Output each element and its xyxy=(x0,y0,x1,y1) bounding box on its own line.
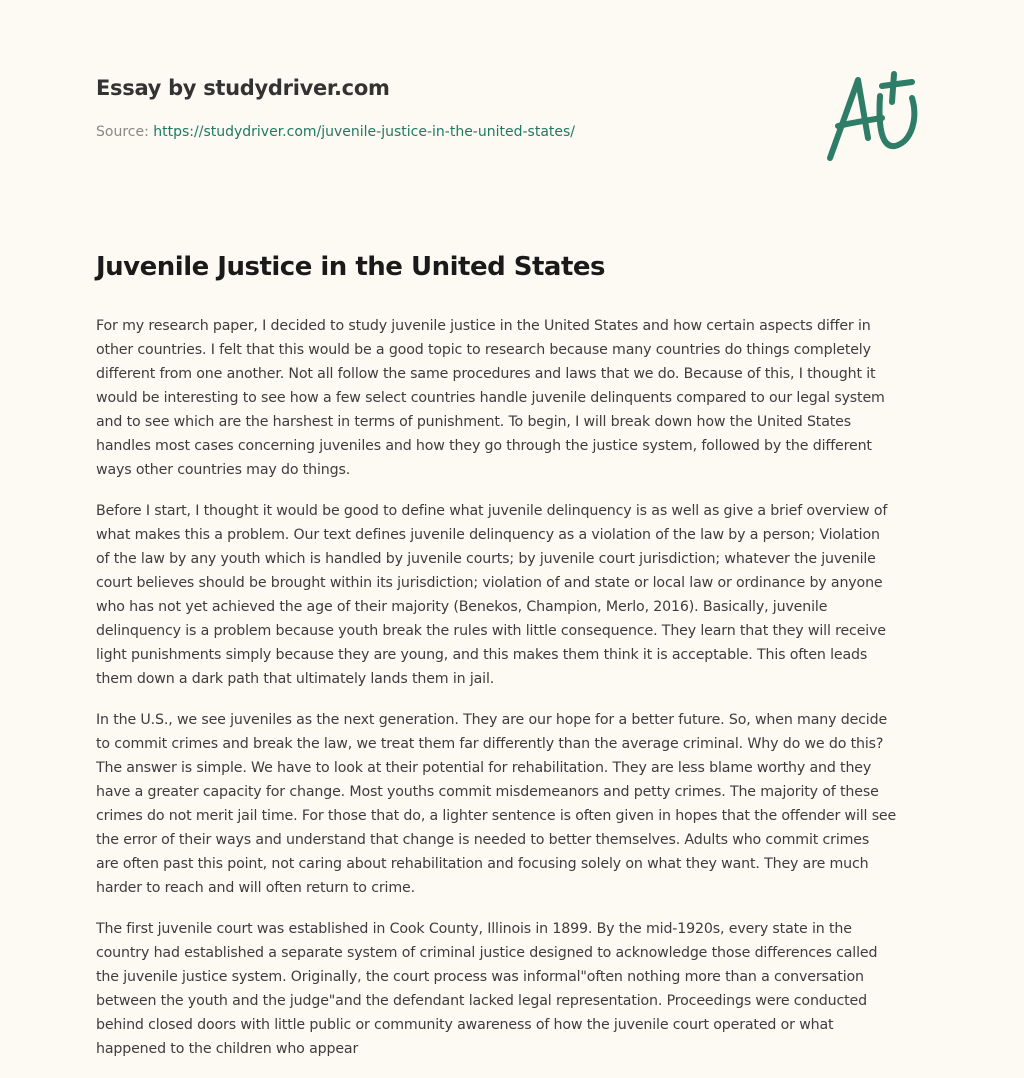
paragraph-line: country had established a separate system of criminal justice designed to acknowledge those differences called xyxy=(96,945,878,961)
essay-paragraph xyxy=(96,917,946,1061)
paragraph-line: are often past this point, not caring about rehabilitation and focusing solely on what they want. They are much xyxy=(96,856,869,872)
paragraph-line: crimes do not merit jail time. For those that do, a lighter sentence is often given in hopes that the offender will see xyxy=(96,808,897,824)
paragraph-line: happened to the children who appear xyxy=(96,1041,359,1057)
paragraph-line: them down a dark path that ultimately lands them in jail. xyxy=(96,671,495,687)
paragraph-line: delinquency is a problem because youth break the rules with little consequence. They learn that they will receive xyxy=(96,623,886,639)
paragraph-line: different from one another. Not all follow the same procedures and laws that we do. Because of this, I thought it xyxy=(96,366,876,382)
paragraph-line: Before I start, I thought it would be good to define what juvenile delinquency is as well as give a brief overview of xyxy=(96,503,888,519)
essay-body xyxy=(96,314,946,1078)
paragraph-line: would be interesting to see how a few select countries handle juvenile delinquents compared to our legal system xyxy=(96,390,885,406)
paragraph-line: ways other countries may do things. xyxy=(96,462,351,478)
paragraph-line: the juvenile justice system. Originally, the court process was informal"often nothing more than a conversation xyxy=(96,969,864,985)
site-brand: Essay by studydriver.com xyxy=(96,76,390,100)
paragraph-line: light punishments simply because they are young, and this makes them think it is acceptable. This often leads xyxy=(96,647,868,663)
paragraph-line: have a greater capacity for change. Most youths commit misdemeanors and petty crimes. The majority of these xyxy=(96,784,879,800)
paragraph-line: harder to reach and will often return to crime. xyxy=(96,880,415,896)
essay-paragraph xyxy=(96,314,946,482)
paragraph-line: The first juvenile court was established in Cook County, Illinois in 1899. By the mid-1920s, every state in the xyxy=(96,921,852,937)
paragraph-line: between the youth and the judge"and the defendant lacked legal representation. Proceedings were conducted xyxy=(96,993,867,1009)
paragraph-line: to commit crimes and break the law, we treat them far differently than the average criminal. Why do we do this? xyxy=(96,736,884,752)
paragraph-line: and to see which are the harshest in terms of punishment. To begin, I will break down how the United States xyxy=(96,414,851,430)
paragraph-line: of the law by any youth which is handled by juvenile courts; by juvenile court jurisdiction; whatever the juvenile xyxy=(96,551,876,567)
paragraph-line: behind closed doors with little public or community awareness of how the juvenile court operated or what xyxy=(96,1017,834,1033)
paragraph-line: The answer is simple. We have to look at their potential for rehabilitation. They are less blame worthy and they xyxy=(96,760,872,776)
paragraph-line: For my research paper, I decided to study juvenile justice in the United States and how certain aspects differ in xyxy=(96,318,871,334)
source-link[interactable]: https://studydriver.com/juvenile-justice-in-the-united-states/ xyxy=(153,124,576,140)
paragraph-line: other countries. I felt that this would be a good topic to research because many countries do things completely xyxy=(96,342,871,358)
paragraph-line: handles most cases concerning juveniles and how they go through the justice system, followed by the different xyxy=(96,438,872,454)
paragraph-line: In the U.S., we see juveniles as the next generation. They are our hope for a better future. So, when many decide xyxy=(96,712,888,728)
source-line xyxy=(96,124,575,140)
a-plus-logo-icon xyxy=(820,68,930,168)
source-label: Source: xyxy=(96,124,149,140)
paragraph-line: the error of their ways and understand that change is needed to better themselves. Adults who commit crimes xyxy=(96,832,870,848)
paragraph-line: what makes this a problem. Our text defines juvenile delinquency as a violation of the law by a person; Violation xyxy=(96,527,880,543)
essay-paragraph xyxy=(96,499,946,691)
page-title: Juvenile Justice in the United States xyxy=(96,252,605,282)
essay-paragraph xyxy=(96,708,946,900)
paragraph-line: court believes should be brought within its jurisdiction; violation of and state or local law or ordinance by anyone xyxy=(96,575,883,591)
paragraph-line: who has not yet achieved the age of their majority (Benekos, Champion, Merlo, 2016). Basically, juvenile xyxy=(96,599,828,615)
